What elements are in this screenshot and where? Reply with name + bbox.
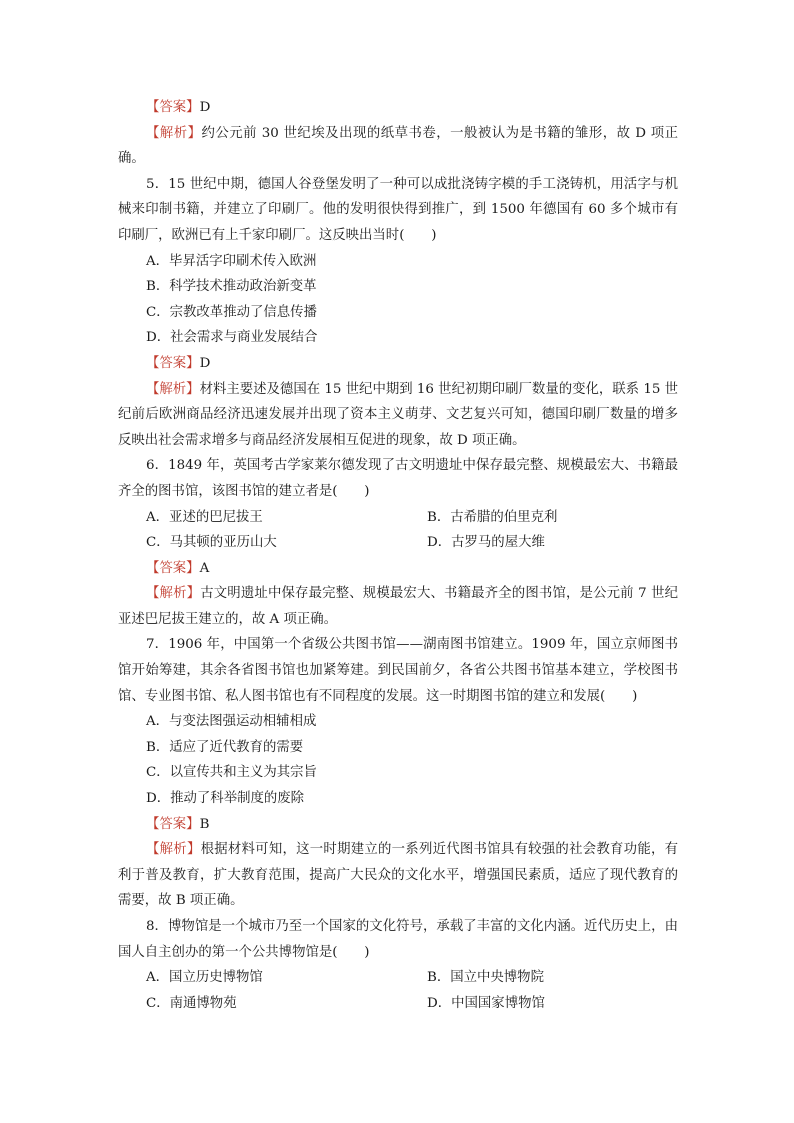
explanation-text: 约公元前 30 世纪埃及出现的纸草书卷，一般被认为是书籍的雏形，故 D 项正确。: [118, 125, 678, 167]
option-row: [118, 505, 678, 531]
explanation-paragraph: [118, 581, 678, 632]
explanation-text: 古文明遗址中保存最完整、规模最宏大、书籍最齐全的图书馆，是公元前 7 世纪亚述巴尼拔王建立的，故 A 项正确。: [118, 586, 679, 627]
answer-value: B: [199, 816, 210, 832]
explanation-tag: 【解析】: [146, 125, 202, 141]
explanation-tag: 【解析】: [146, 381, 200, 397]
option-b: B．国立中央博物院: [427, 970, 544, 986]
answer-line: [118, 556, 678, 582]
explanation-tag: 【解析】: [146, 842, 201, 858]
answer-tag: 【答案】: [146, 355, 200, 371]
question-stem: 8．博物馆是一个城市乃至一个国家的文化符号，承载了丰富的文化内涵。近代历史上，由国人自主创办的第一个公共博物馆是( ): [118, 919, 678, 960]
explanation-paragraph: [118, 837, 678, 914]
option-c: C．宗教改革推动了信息传播: [146, 304, 317, 320]
option-a: A．亚述的巴尼拔王: [146, 509, 263, 525]
option-b: B．适应了近代教育的需要: [146, 739, 304, 755]
option-d: D．中国国家博物馆: [427, 995, 545, 1011]
explanation-text: 根据材料可知，这一时期建立的一系列近代图书馆具有较强的社会教育功能，有利于普及教育，扩大教育范围，提高广大民众的文化水平，增强国民素质，适应了现代教育的需要，故 B 项正确。: [118, 842, 679, 909]
option-d: D．推动了科举制度的废除: [146, 791, 305, 807]
explanation-paragraph: [118, 377, 678, 454]
option-row: [118, 991, 678, 1017]
answer-tag: 【答案】: [146, 816, 200, 832]
explanation-text: 材料主要述及德国在 15 世纪中期到 16 世纪初期印刷厂数量的变化，联系 15 世纪前后欧洲商品经济迅速发展并出现了资本主义萌芽、文艺复兴可知，德国印刷厂数量的增多反映出社会需求增多与商品经济发展相互促进的现象，故 D 项正确。: [118, 381, 679, 448]
option-a: A．与变法图强运动相辅相成: [146, 714, 317, 730]
explanation-paragraph: [118, 121, 678, 172]
answer-value: A: [199, 560, 210, 576]
option-row: [118, 965, 678, 991]
answer-tag: 【答案】: [146, 560, 200, 576]
option-a: A．国立历史博物馆: [146, 970, 263, 986]
option-c: C．南通博物苑: [146, 995, 237, 1011]
question-stem: 6．1849 年，英国考古学家莱尔德发现了古文明遗址中保存最完整、规模最宏大、书籍最齐全的图书馆，该图书馆的建立者是( ): [118, 458, 678, 499]
option-c: C．以宣传共和主义为其宗旨: [146, 765, 317, 781]
document-page: [118, 95, 678, 1016]
option-d: D．古罗马的屋大维: [427, 535, 545, 551]
question-stem: 7．1906 年，中国第一个省级公共图书馆——湖南图书馆建立。1909 年，国立京师图书馆开始筹建，其余各省图书馆也加紧筹建。到民国前夕，各省公共图书馆基本建立，学校图书馆、专业图书馆、私人图书馆也有不同程度的发展。这一时期图书馆的建立和发展( ): [118, 637, 678, 704]
option-c: C．马其顿的亚历山大: [146, 535, 277, 551]
question-stem: 5．15 世纪中期，德国人谷登堡发明了一种可以成批浇铸字模的手工浇铸机，用活字与机械来印制书籍，并建立了印刷厂。他的发明很快得到推广，到 1500 年德国有 60 多个城市有印刷厂，欧洲已有上千家印刷厂。这反映出当时( ): [118, 176, 678, 243]
option-d: D．社会需求与商业发展结合: [146, 330, 318, 346]
option-b: B．科学技术推动政治新变革: [146, 279, 317, 295]
option-row: [118, 530, 678, 556]
answer-value: D: [199, 100, 211, 115]
answer-value: D: [199, 355, 211, 371]
answer-line: [118, 351, 678, 377]
option-a: A．毕昇活字印刷术传入欧洲: [146, 253, 317, 269]
answer-line: [118, 95, 678, 121]
explanation-tag: 【解析】: [146, 586, 201, 602]
answer-line: [118, 812, 678, 838]
option-b: B．古希腊的伯里克利: [427, 509, 558, 525]
answer-tag: 【答案】: [146, 100, 200, 115]
